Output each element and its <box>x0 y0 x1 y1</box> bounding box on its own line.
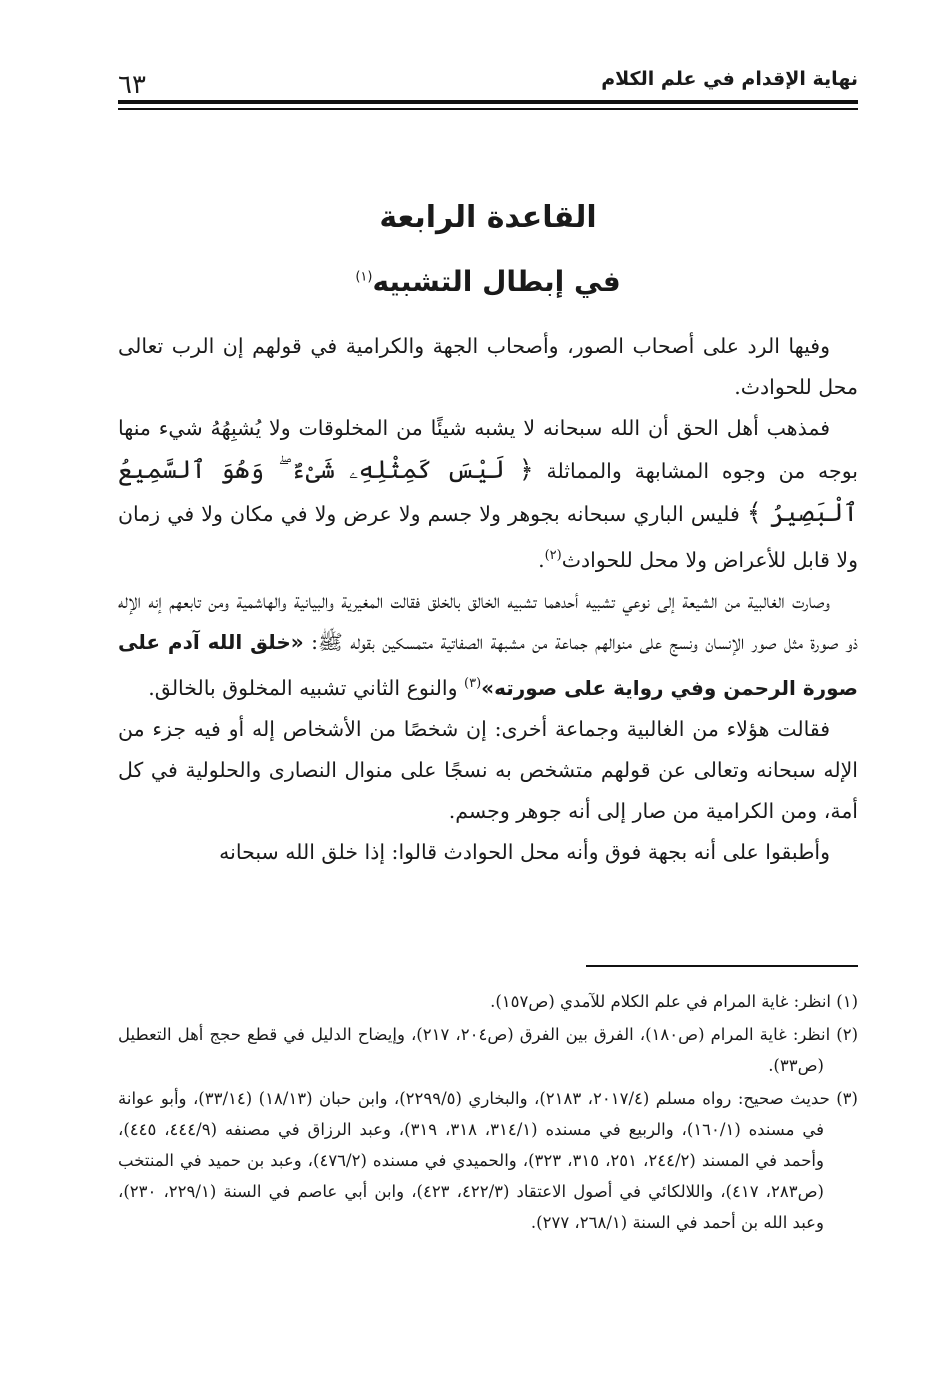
running-header <box>118 60 858 120</box>
paragraph-3-text-b: والنوع الثاني تشبيه المخلوق بالخالق. <box>148 675 458 700</box>
paragraph-2 <box>118 408 858 581</box>
quran-verse: ﴿ لَيْسَ كَمِثْلِهِۦ شَىْءٌ ۖ وَهُوَ ٱلسَّمِيعُ ٱلْبَصِيرُ ﴾ <box>118 455 858 527</box>
footnote-3: (٣) حديث صحيح: رواه مسلم (٢٠١٧/٤، ٢١٨٣)، والبخاري (٢٢٩٩/٥)، وابن حبان (١٨/١٣) (٣٣/١٤)، وأبو عوانة في مسنده (١٦٠/١)، والربيع في مسنده (٣١٤/١، ٣١٨، ٣١٩)، وعبد الرزاق في مصنفه (٤٤٤/٩، ٤٤٥)، وأحمد في المسند (٢٤٤/٢، ٢٥١، ٣١٥، ٣٢٣)، والحميدي في مسنده (٤٧٦/٢)، وعبد بن حميد في المنتخب (ص٢٨٣، ٤١٧)، واللالكائي في أصول الاعتقاد (٤٢٢/٣، ٤٢٣)، وابن أبي عاصم في السنة (٢٢٩/١، ٢٣٠)، وعبد الله بن أحمد في السنة (٢٦٨/١، ٢٧٧). <box>118 1089 858 1232</box>
chapter-subtitle <box>118 265 858 298</box>
header-rule-thin <box>118 108 858 110</box>
paragraph-3 <box>118 581 858 709</box>
footnote-ref-2: (٢) <box>544 548 562 563</box>
paragraph-1: وفيها الرد على أصحاب الصور، وأصحاب الجهة والكرامية في قولهم إن الرب تعالى محل للحوادث. <box>118 334 858 399</box>
paragraph-2-text-b: فليس الباري سبحانه بجوهر ولا جسم ولا عرض ولا في مكان ولا في زمان ولا قابل للأعراض ولا محل للحوادث <box>118 502 858 572</box>
paragraph-2-text-a: فمذهب أهل الحق أن الله سبحانه لا يشبه شيئًا من المخلوقات ولا يُشبِهُهُ شيء منها بوجه من وجوه المشابهة والمماثلة <box>118 416 858 483</box>
hadith-quote: «خلق الله آدم على صورة الرحمن وفي رواية على صورته» <box>118 629 858 700</box>
footnotes <box>118 986 858 1240</box>
header-rule-thick <box>118 100 858 104</box>
chapter-title: القاعدة الرابعة <box>379 200 597 235</box>
paragraph-2-end: . <box>538 547 545 572</box>
paragraph-4: فقالت هؤلاء من الغالبية وجماعة أخرى: إن شخصًا من الأشخاص إله أو فيه جزء من الإله سبحانه وتعالى عن قولهم متشخص به نسجًا على منوال النصارى والحلولية في كل أمة، ومن الكرامية من صار إلى أنه جوهر وجسم. <box>118 716 858 823</box>
footnote-ref-1: (١) <box>355 269 373 285</box>
paragraph-3-text-a: وصارت الغالبية من الشيعة إلى نوعي تشبيه أحدهما تشبيه الخالق بالخلق فقالت المغيرية والبيانية والهاشمية ومن تابعهم إنه الإله ذو صورة مثل صور الإنسان ونسج على منوالهم جماعة من مشبهة الصفاتية متمسكين بقوله ﷺ: <box>118 588 858 654</box>
footnote-1: (١) انظر: غاية المرام في علم الكلام للآمدي (ص١٥٧). <box>490 992 858 1011</box>
body-text <box>118 326 858 873</box>
chapter-subtitle-text: في إبطال التشبيه <box>372 265 621 298</box>
paragraph-5: وأطبقوا على أنه بجهة فوق وأنه محل الحوادث قالوا: إذا خلق الله سبحانه <box>219 839 830 864</box>
footnote-ref-3: (٣) <box>464 675 482 691</box>
footnote-separator <box>586 965 858 967</box>
footnote-2: (٢) انظر: غاية المرام (ص١٨٠)، الفرق بين الفرق (ص٢٠٤، ٢١٧)، وإيضاح الدليل في قطع حجج أهل التعطيل (ص٣٣). <box>118 1025 858 1075</box>
page-number: ٦٣ <box>118 70 146 100</box>
book-title: نهاية الإقدام في علم الكلام <box>601 68 858 90</box>
